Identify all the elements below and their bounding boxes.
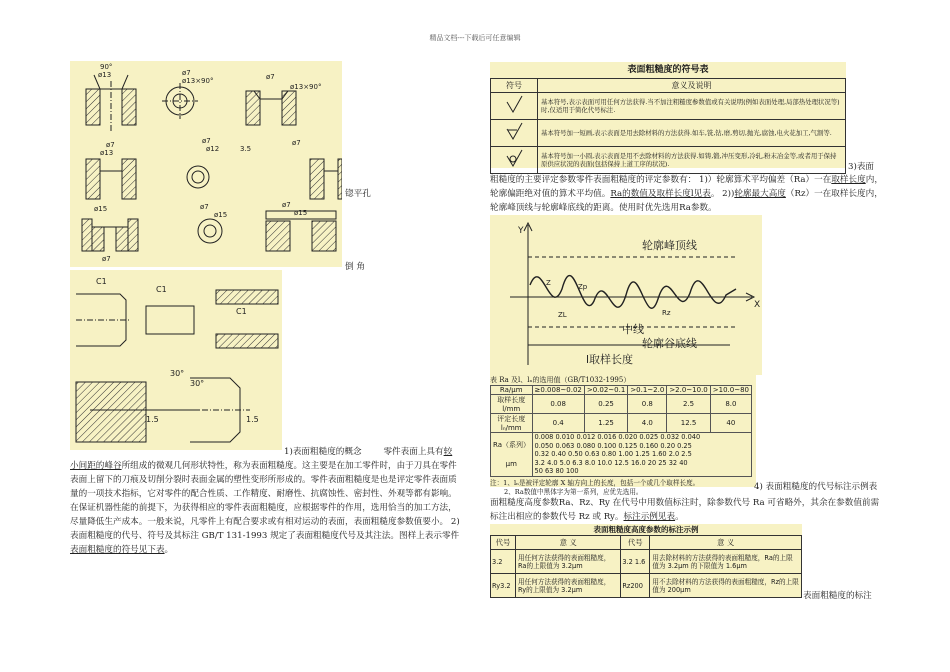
valley-line-label: 轮廓谷底线	[642, 337, 697, 350]
peak-line-label: 轮廓峰顶线	[642, 239, 697, 252]
para-text-1: 零件表面上具有	[383, 447, 444, 457]
hole-drawing-svg	[70, 61, 342, 267]
para2-text-1: 粗糙度的主要评定参数零件表面粗糙度的评定参数有： 1)）轮廓算术平均偏差（Ra）一在	[490, 175, 832, 185]
ra-cell: 评定长度 lₙ/mm	[491, 414, 533, 433]
svg-text:1.5: 1.5	[146, 415, 159, 424]
counterbore-label: 锪平孔	[345, 189, 371, 199]
svg-text:1.5: 1.5	[246, 415, 259, 424]
svg-text:ø7: ø7	[202, 137, 211, 145]
profile-diagram	[490, 215, 762, 375]
ra-cell: 1.25	[584, 414, 627, 433]
svg-text:C1: C1	[156, 285, 167, 294]
code-table-block	[490, 524, 802, 598]
para2-text-2: 内，轮廓偏距绝对值的算术平均值。	[490, 175, 883, 199]
svg-text:ø12: ø12	[206, 145, 220, 153]
svg-text:ø7: ø7	[282, 201, 291, 209]
ra-cell: 0.8	[628, 395, 667, 414]
col-symbol: 符号	[491, 79, 538, 93]
chamfer-label: 倒 角	[345, 262, 365, 272]
profile-symbol: Z	[546, 279, 551, 287]
code-head: 意 义	[516, 536, 621, 550]
ra-cell: 取样长度 l/mm	[491, 395, 533, 414]
ra-unit: μm	[505, 460, 517, 469]
code-annotation-paragraph	[490, 496, 886, 524]
svg-text:ø13: ø13	[98, 71, 112, 79]
hole-drawing-figure	[70, 61, 342, 267]
ra-series-line: 0.32 0.40 0.50 0.63 0.80 1.00 1.25 1.60 2.0 2.5	[534, 450, 692, 458]
svg-text:30°: 30°	[190, 379, 205, 388]
profile-symbol: Zp	[578, 283, 588, 291]
symbol-row: 基本符号加一短画,表示表面是用去除材料的方法获得.如车,铣,钻,磨,剪切,抛光,腐蚀,电火花加工,气割等.	[538, 120, 846, 147]
basic-symbol-icon	[491, 93, 538, 120]
code-cell: 3.2	[491, 550, 516, 574]
mid-line-label: 中线	[622, 323, 644, 336]
svg-text:ø13×90°: ø13×90°	[182, 77, 214, 85]
svg-text:3.5: 3.5	[240, 145, 252, 153]
ra-cell: 0.08	[532, 395, 584, 414]
ra-head-cell: ≥0.008~0.02	[532, 386, 584, 395]
code-table	[490, 535, 802, 598]
symbol-table-grid	[490, 78, 846, 174]
chamfer-drawing-svg	[70, 270, 282, 450]
code-cell: 用不去除材料的方法获得的表面粗糙度，Rz的上限值为 200μm	[650, 574, 802, 598]
para-num: 1)表面粗糙度的概念	[284, 447, 362, 457]
para2-text-4: （Rz）一在取样长度内，轮廓峰顶线与轮廓峰底线的距离。使用时优先选用Ra参数。	[490, 189, 883, 213]
svg-text:ø7: ø7	[182, 69, 191, 77]
col-meaning: 意义及说明	[538, 79, 846, 93]
symbol-table-title: 表面粗糙度的符号表	[627, 65, 709, 75]
profile-diagram-svg	[490, 215, 762, 375]
ra-cell: 2.5	[667, 395, 710, 414]
chamfer-drawing-figure	[70, 270, 282, 450]
ra-series-line: 0.050 0.063 0.080 0.100 0.125 0.160 0.20 0.25	[534, 441, 692, 450]
profile-symbol: Rz	[662, 309, 671, 317]
para3-text-2: 。	[675, 512, 684, 522]
svg-text:ø15: ø15	[294, 209, 308, 217]
para2-underline-2: Ra的数值及取样长度l见表	[610, 189, 711, 199]
code-cell: Rz200	[621, 574, 650, 598]
code-cell: 用任何方法获得的表面粗糙度，Ra的上限值为 3.2μm	[516, 550, 621, 574]
svg-text:C1: C1	[96, 277, 107, 286]
ra-cell: 8.0	[710, 395, 751, 414]
axis-y-label: Y	[518, 226, 524, 236]
ra-series-line: 0.008 0.010 0.012 0.016 0.020 0.025 0.032 0.040	[534, 433, 701, 441]
para2-underline-1: 取样长度	[831, 175, 866, 185]
svg-text:ø7: ø7	[102, 255, 111, 263]
ra-head-cell: >10.0~80	[710, 386, 751, 395]
svg-text:ø13×90°: ø13×90°	[290, 83, 322, 91]
para2-text-3: 。 2))	[710, 189, 735, 199]
ra-cell: 40	[710, 414, 751, 433]
para-underline-2: 表面粗糙度的符号见下表	[70, 545, 165, 555]
svg-text:30°: 30°	[170, 369, 185, 378]
code-head: 代号	[491, 536, 516, 550]
ra-head-cell: Ra/μm	[491, 386, 533, 395]
ra-cell: 0.25	[584, 395, 627, 414]
section-3-label: 3)表面	[848, 162, 875, 172]
para3-underline-1: 标注示例见表	[623, 512, 676, 522]
ra-cell: 0.4	[532, 414, 584, 433]
profile-symbol: ZL	[558, 311, 567, 319]
symbol-row: 基本符号加一小圆,表示表面是用不去除材料的方法获得.如铸,锻,冲压变形,冷轧,粉末冶金等,或者用于保持原供应状况的表面(包括保持上道工序的状况).	[538, 147, 846, 174]
ra-table-caption: 表 Ra 及l、lₙ的选用值（GB/T1032-1995）	[490, 376, 631, 384]
code-table-title: 表面粗糙度高度参数的标注示例	[593, 525, 699, 534]
ra-note: 2、Ra数值中黑体字为第一系列，应优先选用。	[504, 487, 643, 496]
ra-table-block	[490, 375, 756, 496]
roughness-concept-paragraph	[70, 445, 460, 557]
svg-text:ø7: ø7	[106, 141, 115, 149]
code-cell: Ry3.2	[491, 574, 516, 598]
ra-note: 注：1、lₙ是被评定轮廓 X 轴方向上的长度，包括一个或几个取样长度。	[490, 478, 700, 487]
svg-text:ø15: ø15	[94, 205, 108, 213]
ra-head-cell: >0.1~2.0	[628, 386, 667, 395]
svg-text:ø7: ø7	[292, 139, 301, 147]
code-cell: 用任何方法获得的表面粗糙度，Ry的上限值为 3.2μm	[516, 574, 621, 598]
code-head: 意 义	[650, 536, 802, 550]
code-cell: 用去除材料的方法获得的表面粗糙度，Ra的上限值为 3.2μm 的下限值为 1.6μm	[650, 550, 802, 574]
svg-text:ø7: ø7	[200, 203, 209, 211]
ra-head-cell: >2.0~10.0	[667, 386, 710, 395]
para3-text-1: 面粗糙度高度参数Ra、Rz、Ry 在代号中用数值标注时，除参数代号 Ra 可省略外，其余在参数值前需标注出相应的参数代号 Rz 或 Ry。	[490, 498, 880, 522]
para-text-3: 。	[164, 545, 174, 555]
svg-text:C1: C1	[236, 307, 247, 316]
ra-table	[490, 385, 752, 477]
para2-underline-3: 轮廓最大高度	[734, 189, 786, 199]
ra-cell: 12.5	[667, 414, 710, 433]
annotation-side-label: 表面粗糙度的标注	[803, 591, 872, 601]
para-underline-1: 较小间距的峰谷	[70, 447, 453, 471]
removal-symbol-icon	[491, 120, 538, 147]
ra-head-cell: >0.02~0.1	[584, 386, 627, 395]
sampling-length-label: l取样长度	[586, 353, 634, 366]
ra-cell: 4.0	[628, 414, 667, 433]
axis-x-label: X	[754, 300, 761, 310]
code-cell: 3.2 1.6	[621, 550, 650, 574]
evaluation-parameters-paragraph	[490, 173, 890, 215]
code-head: 代号	[621, 536, 650, 550]
ra-series-label: Ra（系列）	[493, 441, 530, 450]
para-text-2: 所组成的微观几何形状特性，称为表面粗糙度。这主要是在加工零件时，由于刀具在零件表面上留下的刀痕及切削分裂时表面金属的塑性变形所形成的。零件表面粗糙度是也是评定零件表面质量的一项技术指标，它对零件的配合性质、工作精度、耐磨性、抗腐蚀性、密封性、外观等都有影响。在保证机器性能的前提下，为获得相应的零件表面粗糙度，应根据零件的作用，选用恰当的加工方法，尽量降低生产成本。一般来说，凡零件上有配合要求或有相对运动的表面，表面粗糙度参数值要小。 2)表面粗糙度的代号、符号及其标注 GB/T 131-1993 规定了表面粗糙度代号及其注法。图样上表示零件	[70, 461, 460, 541]
svg-text:90°: 90°	[100, 63, 113, 71]
ra-series-line: 50 63 80 100	[534, 467, 579, 475]
non-removal-symbol-icon	[491, 147, 538, 174]
svg-text:ø15: ø15	[214, 211, 228, 219]
ra-series-line: 3.2 4.0 5.0 6.3 8.0 10.0 12.5 16.0 20 25 32 40	[534, 458, 688, 467]
svg-text:ø7: ø7	[266, 73, 275, 81]
svg-text:ø13: ø13	[100, 149, 114, 157]
page-header: 精品文档---下载后可任意编辑	[429, 34, 521, 42]
symbol-table	[490, 62, 846, 168]
symbol-row: 基本符号,表示表面可用任何方法获得.当不加注粗糙度参数值或有关说明(例如表面处理,局部热处理状况等)时,仅适用于简化代号标注.	[538, 93, 846, 120]
section-4-label: 4) 表面粗糙度的代号标注示例表	[754, 482, 878, 492]
